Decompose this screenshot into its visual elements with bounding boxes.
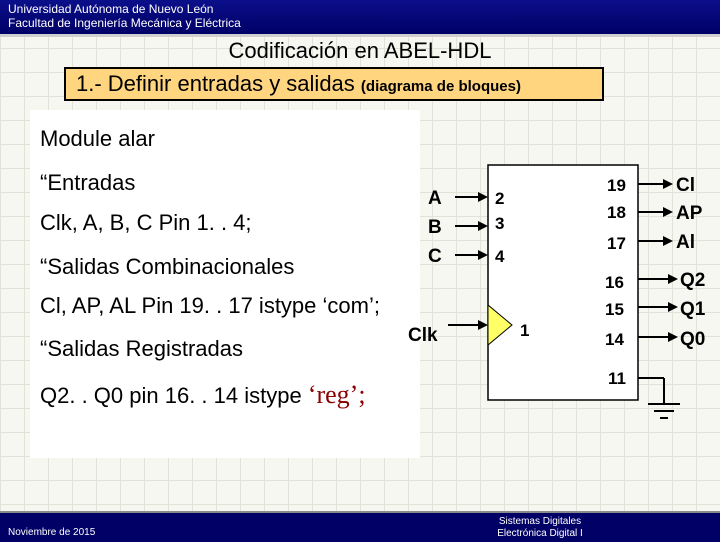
footer-course [470, 516, 610, 540]
input-label-b: B [428, 217, 442, 238]
input-label-clk: Clk [408, 325, 438, 346]
pin-number-15: 15 [605, 300, 624, 319]
code-line-module: Module alar [40, 126, 155, 151]
faculty-name: Facultad de Ingeniería Mecánica y Eléctrica [8, 16, 241, 30]
subtitle-main: 1.- Definir entradas y salidas [76, 71, 355, 96]
output-label-q0: Q0 [680, 329, 706, 350]
footer-date: Noviembre de 2015 [8, 527, 96, 538]
code-line-inputs-comment: “Entradas [40, 170, 136, 195]
subtitle-note: (diagrama de bloques) [360, 78, 521, 95]
code-line-comb-decl: Cl, AP, AL Pin 19. . 17 istype ‘com’; [40, 293, 380, 318]
pin-number-18: 18 [607, 203, 626, 222]
pin-number-3: 3 [495, 214, 505, 233]
code-line-inputs-decl: Clk, A, B, C Pin 1. . 4; [40, 210, 252, 235]
slide-title: Codificación en ABEL-HDL [228, 38, 492, 63]
input-label-c: C [428, 246, 442, 267]
output-label-q2: Q2 [680, 270, 706, 291]
pin-number-19: 19 [607, 176, 626, 195]
pin-number-2: 2 [495, 189, 505, 208]
output-label-q1: Q1 [680, 299, 706, 320]
footer-course-line2: Electrónica Digital I [497, 528, 583, 539]
footer-course-line1: Sistemas Digitales [498, 516, 582, 527]
footer-bar [0, 511, 720, 542]
code-line-comb-comment: “Salidas Combinacionales [40, 254, 295, 279]
pin-number-14: 14 [605, 330, 624, 349]
code-reg-decl-prefix: Q2. . Q0 pin 16. . 14 istype [40, 383, 308, 408]
code-reg-keyword: ‘reg’; [307, 380, 366, 409]
output-label-ap: AP [676, 203, 703, 224]
pin-number-4: 4 [495, 247, 505, 266]
code-line-reg-comment: “Salidas Registradas [40, 336, 243, 361]
pin-number-17: 17 [607, 234, 626, 253]
university-name: Universidad Autónoma de Nuevo León [8, 2, 214, 16]
pin-number-16: 16 [605, 273, 624, 292]
ground-icon [638, 378, 680, 418]
output-label-al: Al [676, 232, 695, 253]
output-label-cl: Cl [676, 175, 695, 196]
pin-number-1: 1 [520, 321, 530, 340]
pin-number-11: 11 [608, 369, 626, 388]
input-label-a: A [428, 188, 442, 209]
